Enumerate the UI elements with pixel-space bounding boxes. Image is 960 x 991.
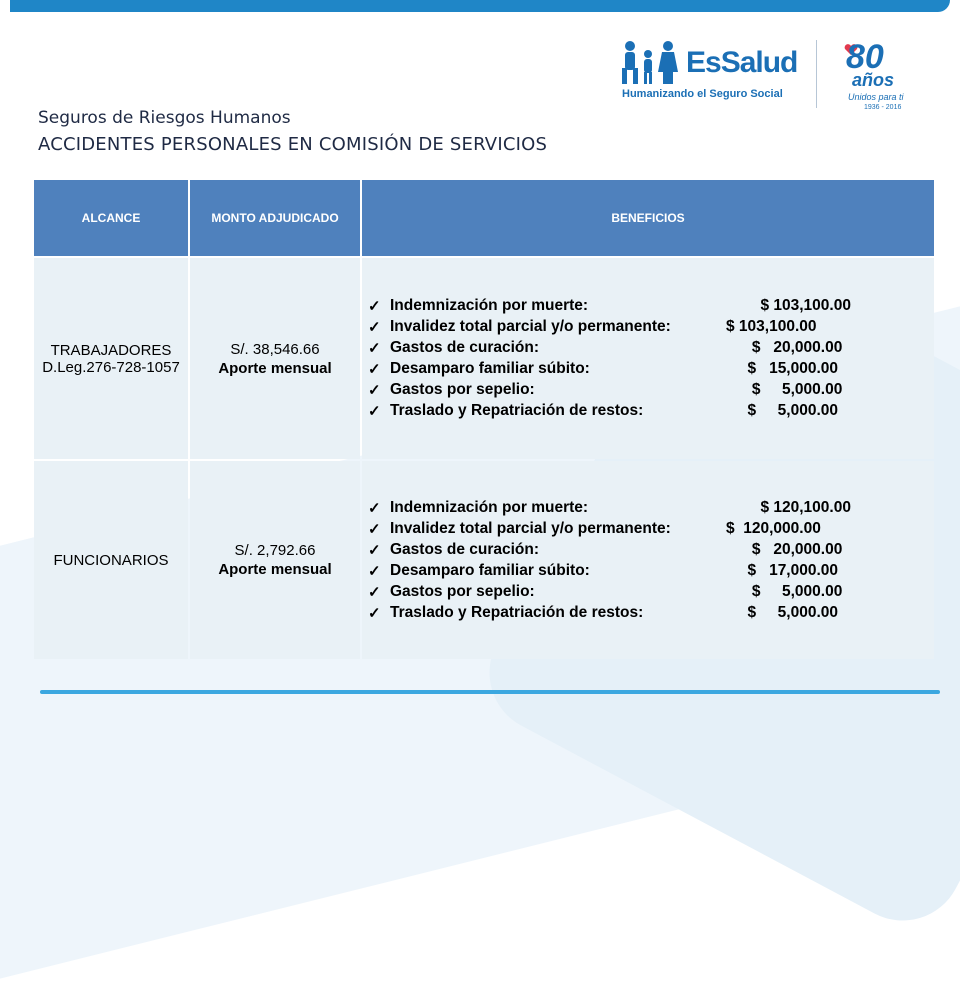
checkmark-icon: ✓	[368, 298, 381, 315]
cell-alcance: FUNCIONARIOS	[34, 461, 188, 659]
title-line-1: Seguros de Riesgos Humanos	[38, 108, 291, 128]
benefits-list	[368, 296, 933, 422]
checkmark-icon: ✓	[368, 361, 381, 378]
benefit-amount: $ 5,000.00	[726, 402, 839, 419]
table-header-row	[34, 180, 934, 256]
brand-tagline: Humanizando el Seguro Social	[622, 88, 783, 100]
benefit-label: Desamparo familiar súbito:	[390, 561, 590, 579]
benefit-label: Gastos de curación:	[390, 339, 540, 356]
cell-beneficios	[362, 258, 934, 459]
benefit-label: Invalidez total parcial y/o permanente:	[390, 519, 671, 537]
benefit-amount: $ 5,000.00	[726, 603, 839, 621]
benefit-amount: $ 5,000.00	[726, 582, 843, 600]
list-item	[368, 380, 933, 401]
family-icon	[620, 40, 684, 86]
cell-beneficios	[362, 461, 934, 659]
checkmark-icon: ✓	[368, 340, 381, 357]
top-accent-bar	[10, 0, 950, 12]
list-item	[368, 359, 933, 380]
list-item	[368, 560, 933, 581]
title-line-2: ACCIDENTES PERSONALES EN COMISIÓN DE SERVICIOS	[38, 134, 548, 155]
anniversary-slogan: Unidos para ti	[848, 92, 904, 102]
checkmark-icon: ✓	[368, 499, 381, 517]
monto-subtitle: Aporte mensual	[218, 359, 332, 377]
list-item	[368, 539, 933, 560]
list-item	[368, 317, 933, 338]
column-header-monto: MONTO ADJUDICADO	[190, 180, 360, 256]
cell-alcance: TRABAJADORES D.Leg.276-728-1057	[34, 258, 188, 459]
list-item	[368, 497, 933, 518]
benefit-label: Gastos por sepelio:	[390, 381, 535, 398]
checkmark-icon: ✓	[368, 520, 381, 538]
benefits-list	[368, 497, 933, 623]
benefit-amount: $ 103,100.00	[726, 318, 817, 335]
benefits-table	[32, 178, 936, 661]
benefit-amount: $ 5,000.00	[726, 381, 843, 398]
checkmark-icon: ✓	[368, 319, 381, 336]
benefit-label: Desamparo familiar súbito:	[390, 360, 590, 377]
benefit-amount: $ 15,000.00	[726, 360, 839, 377]
column-header-beneficios: BENEFICIOS	[362, 180, 934, 256]
list-item	[368, 602, 933, 623]
anniversary-badge	[840, 38, 920, 118]
benefit-amount: $ 20,000.00	[726, 339, 843, 356]
list-item	[368, 338, 933, 359]
cell-monto	[190, 258, 360, 459]
list-item	[368, 581, 933, 602]
checkmark-icon: ✓	[368, 382, 381, 399]
anniversary-word: años	[852, 70, 895, 90]
list-item	[368, 296, 933, 317]
monto-subtitle: Aporte mensual	[218, 561, 332, 578]
anniversary-years: 1936 - 2016	[864, 104, 902, 111]
checkmark-icon: ✓	[368, 403, 381, 420]
benefit-label: Indemnización por muerte:	[390, 297, 589, 314]
essalud-logo	[620, 40, 800, 100]
brand-name: EsSalud	[686, 46, 798, 79]
checkmark-icon: ✓	[368, 562, 381, 580]
benefit-label: Indemnización por muerte:	[390, 498, 589, 516]
checkmark-icon: ✓	[368, 604, 381, 622]
benefit-label: Gastos por sepelio:	[390, 582, 535, 600]
monto-value: S/. 2,792.66	[234, 542, 316, 559]
slide-title	[38, 108, 547, 155]
column-header-alcance: ALCANCE	[34, 180, 188, 256]
benefit-amount: $ 20,000.00	[726, 540, 843, 558]
checkmark-icon: ✓	[368, 583, 381, 601]
benefit-label: Invalidez total parcial y/o permanente:	[390, 318, 671, 335]
footer-accent-line	[40, 690, 940, 694]
list-item	[368, 401, 933, 422]
benefit-label: Traslado y Repatriación de restos:	[390, 402, 644, 419]
anniversary-number: 80	[846, 38, 884, 76]
benefit-label: Gastos de curación:	[390, 540, 540, 558]
benefit-amount: $ 17,000.00	[726, 561, 839, 579]
monto-value: S/. 38,546.66	[230, 340, 320, 358]
table-row	[34, 258, 934, 459]
benefit-label: Traslado y Repatriación de restos:	[390, 603, 644, 621]
benefit-amount: $ 103,100.00	[726, 297, 851, 314]
table-row	[34, 461, 934, 659]
logo-divider	[816, 40, 817, 108]
benefit-amount: $ 120,000.00	[726, 519, 821, 537]
cell-monto	[190, 461, 360, 659]
benefit-amount: $ 120,100.00	[726, 498, 851, 516]
list-item	[368, 518, 933, 539]
checkmark-icon: ✓	[368, 541, 381, 559]
